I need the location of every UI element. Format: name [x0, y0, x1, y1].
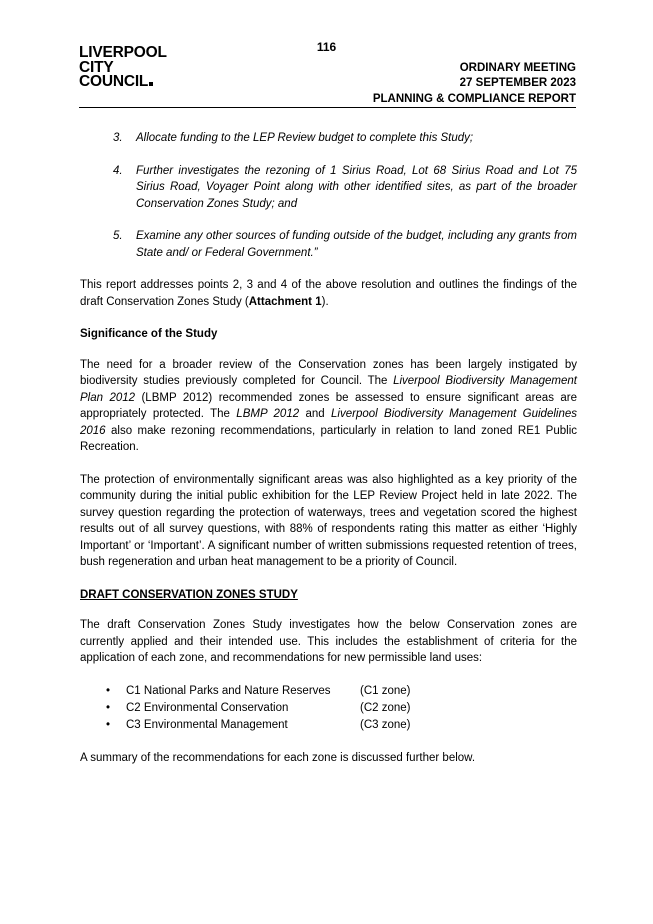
text-run: (LBMP 2012) recommended zones be assessed to ensure significant areas are appropriately protected. The [80, 391, 578, 420]
list-item [80, 700, 577, 717]
intro-text-end: ). [321, 295, 329, 308]
attachment-reference: Attachment 1 [248, 295, 322, 308]
meeting-date: 27 SEPTEMBER 2023 [459, 76, 576, 89]
lbmp-abbrev: LBMP 2012 [236, 408, 300, 420]
draft-study-heading: DRAFT CONSERVATION ZONES STUDY [80, 588, 298, 601]
list-item-number: 4. [113, 164, 123, 177]
significance-paragraph-2: The protection of environmentally significant areas was also highlighted as a key priority of the community during the initial public exhibition for the LEP Review Project held in late 2022. The survey question regarding the protection of waterways, trees and vegetation scored the highest results out of all survey questions, with 88% of respondents rating this matter as either ‘Highly Important’ or ‘Important’. A significant number of written submissions requested retention of trees, bush regeneration and urban heat management to be a priority of Council. [80, 473, 577, 568]
council-logo [79, 46, 167, 90]
intro-text: This report addresses points 2, 3 and 4 of the above resolution and outlines the findings of the draft Conservation Zones Study ( [80, 279, 577, 308]
header-divider [79, 107, 576, 108]
summary-paragraph: A summary of the recommendations for each zone is discussed further below. [80, 751, 476, 764]
list-item [80, 717, 577, 734]
text-run: The need for a broader review of the Conservation zones has been largely instigated by biodiversity studies previously completed for Council. The [80, 358, 577, 387]
logo-dot-icon [149, 82, 153, 86]
logo-line-2: CITY [79, 58, 114, 76]
significance-paragraph-1 [80, 357, 577, 456]
zone-name: C3 Environmental Management [126, 718, 288, 731]
text-run: also make rezoning recommendations, particularly in relation to land zoned RE1 Public Recreation. [80, 424, 577, 453]
zone-name: C2 Environmental Conservation [126, 701, 289, 714]
logo-line-3-text: COUNCIL [79, 73, 149, 90]
logo-line-1: LIVERPOOL [79, 44, 167, 61]
lbmp-plan-title: Liverpool Biodiversity Management Plan 2012 [80, 375, 577, 404]
intro-paragraph [80, 277, 577, 310]
list-item-number: 5. [113, 230, 123, 242]
text-run: and [299, 408, 332, 420]
list-item-text: Further investigates the rezoning of 1 Sirius Road, Lot 68 Sirius Road and Lot 75 Sirius Road, Voyager Point along with other identified sites, as part of the broader Conservation Zones Study; and [136, 164, 577, 210]
zone-name: C1 National Parks and Nature Reserves [126, 684, 331, 697]
significance-heading: Significance of the Study [80, 328, 218, 340]
bullet-icon: • [106, 718, 111, 731]
bullet-icon: • [106, 701, 111, 714]
guidelines-title: Liverpool Biodiversity Management Guidelines 2016 [80, 408, 577, 437]
list-item [80, 228, 577, 261]
zone-code: (C1 zone) [360, 684, 411, 697]
zones-list [80, 683, 577, 734]
report-title: PLANNING & COMPLIANCE REPORT [372, 93, 576, 105]
draft-study-intro: The draft Conservation Zones Study investigates how the below Conservation zones are currently applied and their intended use. This includes the establishment of criteria for the application of each zone, and recommendations for new permissible land uses: [80, 619, 577, 664]
meeting-title: ORDINARY MEETING [459, 62, 576, 74]
list-item-text: Examine any other sources of funding outside of the budget, including any grants from State and/ or Federal Government.” [136, 230, 577, 259]
zone-code: (C2 zone) [360, 701, 411, 714]
list-item [80, 163, 577, 213]
document-body [80, 130, 577, 782]
list-item [80, 683, 577, 700]
zone-code: (C3 zone) [360, 718, 411, 731]
bullet-icon: • [106, 684, 111, 697]
list-item-text: Allocate funding to the LEP Review budget to complete this Study; [136, 132, 474, 144]
list-item [80, 130, 577, 147]
page-number: 116 [316, 40, 337, 54]
logo-line-3 [79, 75, 167, 90]
report-header [373, 61, 576, 107]
resolution-list [80, 130, 577, 261]
list-item-number: 3. [113, 132, 123, 144]
